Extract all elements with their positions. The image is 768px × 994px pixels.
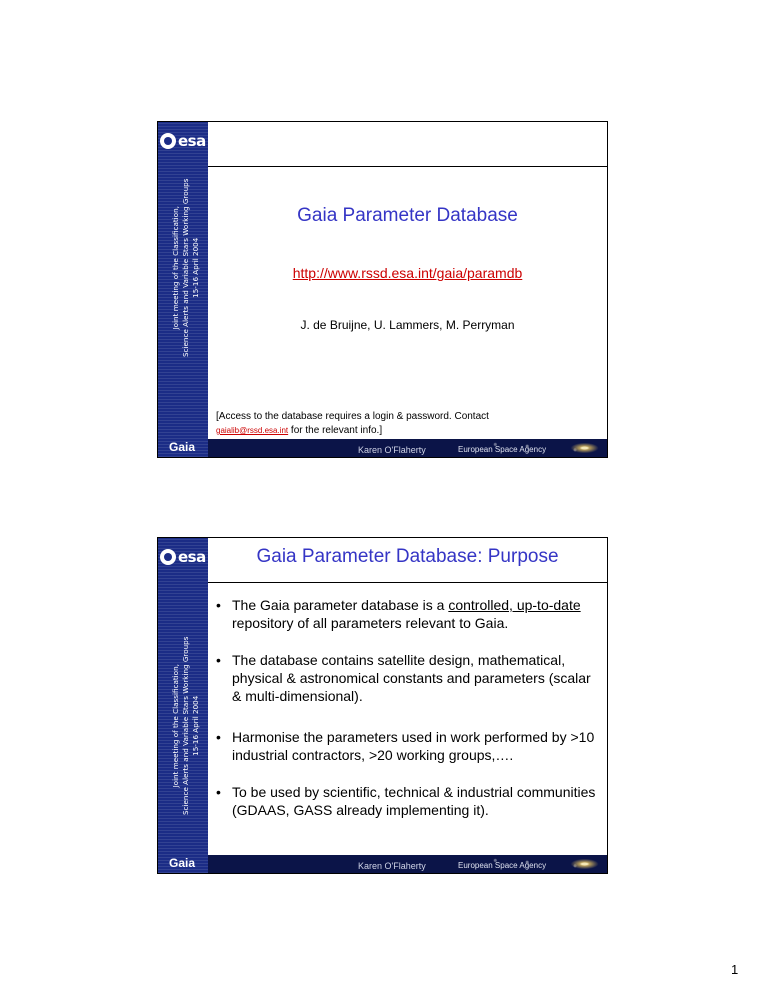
slide-title: Gaia Parameter Database: Purpose [256, 546, 559, 567]
esa-logo [160, 546, 206, 568]
access-note-tail: for the relevant info.] [288, 425, 383, 436]
meeting-caption [171, 179, 201, 357]
sidebar [158, 122, 208, 457]
esa-logo-icon [160, 549, 176, 565]
page-number: 1 [731, 962, 739, 977]
galaxy-image [563, 440, 599, 456]
database-link[interactable]: http://www.rssd.esa.int/gaia/paramdb [292, 265, 523, 281]
header-divider [208, 582, 607, 583]
esa-logo-text: esa [178, 132, 206, 150]
meeting-caption-line1: Joint meeting of the Classification, [171, 664, 180, 788]
slide-title: Gaia Parameter Database [297, 205, 518, 226]
meeting-caption-line1: Joint meeting of the Classification, [171, 206, 180, 330]
meeting-caption-line2: Science Alerts and Variable Stars Working Groups [181, 636, 190, 815]
authors: J. de Bruijne, U. Lammers, M. Perryman [300, 318, 515, 332]
bullet-item: • The Gaia parameter database is a controlled, up-to-date repository of all parameters relevant to Gaia. [216, 596, 596, 632]
esa-logo [160, 130, 206, 152]
header-divider [208, 166, 607, 167]
meeting-caption-line3: 15-16 April 2004 [191, 237, 200, 298]
slide-footer [208, 855, 607, 873]
bullet-item: • The database contains satellite design, mathematical, physical & astronomical constants and parameters (scalar & multi-dimensional). [216, 651, 596, 705]
slide-1 [157, 121, 608, 458]
footer-author: Karen O'Flaherty [358, 861, 426, 871]
gaia-label: Gaia [169, 856, 196, 870]
meeting-caption-line2: Science Alerts and Variable Stars Working Groups [181, 178, 190, 357]
esa-logo-text: esa [178, 548, 206, 566]
gaia-label: Gaia [169, 440, 196, 454]
bullet-list [216, 596, 596, 838]
sidebar [158, 538, 208, 873]
access-note [216, 410, 489, 438]
bullet-item: • To be used by scientific, technical & industrial communities (GDAAS, GASS already implementing it). [216, 783, 596, 819]
footer-author: Karen O'Flaherty [358, 445, 426, 455]
slide-footer [208, 439, 607, 457]
meeting-caption-line3: 15-16 April 2004 [191, 695, 200, 756]
slide-2 [157, 537, 608, 874]
footer-agency: European Space Agency [458, 445, 547, 454]
galaxy-image [563, 856, 599, 872]
bullet-item: • Harmonise the parameters used in work performed by >10 industrial contractors, >20 working groups,…. [216, 728, 596, 764]
access-note-line1: [Access to the database requires a login & password. Contact [216, 411, 489, 422]
access-note-line2 [216, 424, 489, 438]
meeting-caption [171, 637, 201, 815]
esa-logo-icon [160, 133, 176, 149]
underlined-phrase: controlled, up-to-date [448, 597, 581, 613]
footer-agency: European Space Agency [458, 861, 547, 870]
contact-email-link[interactable]: gaialib@rssd.esa.int [216, 426, 289, 435]
